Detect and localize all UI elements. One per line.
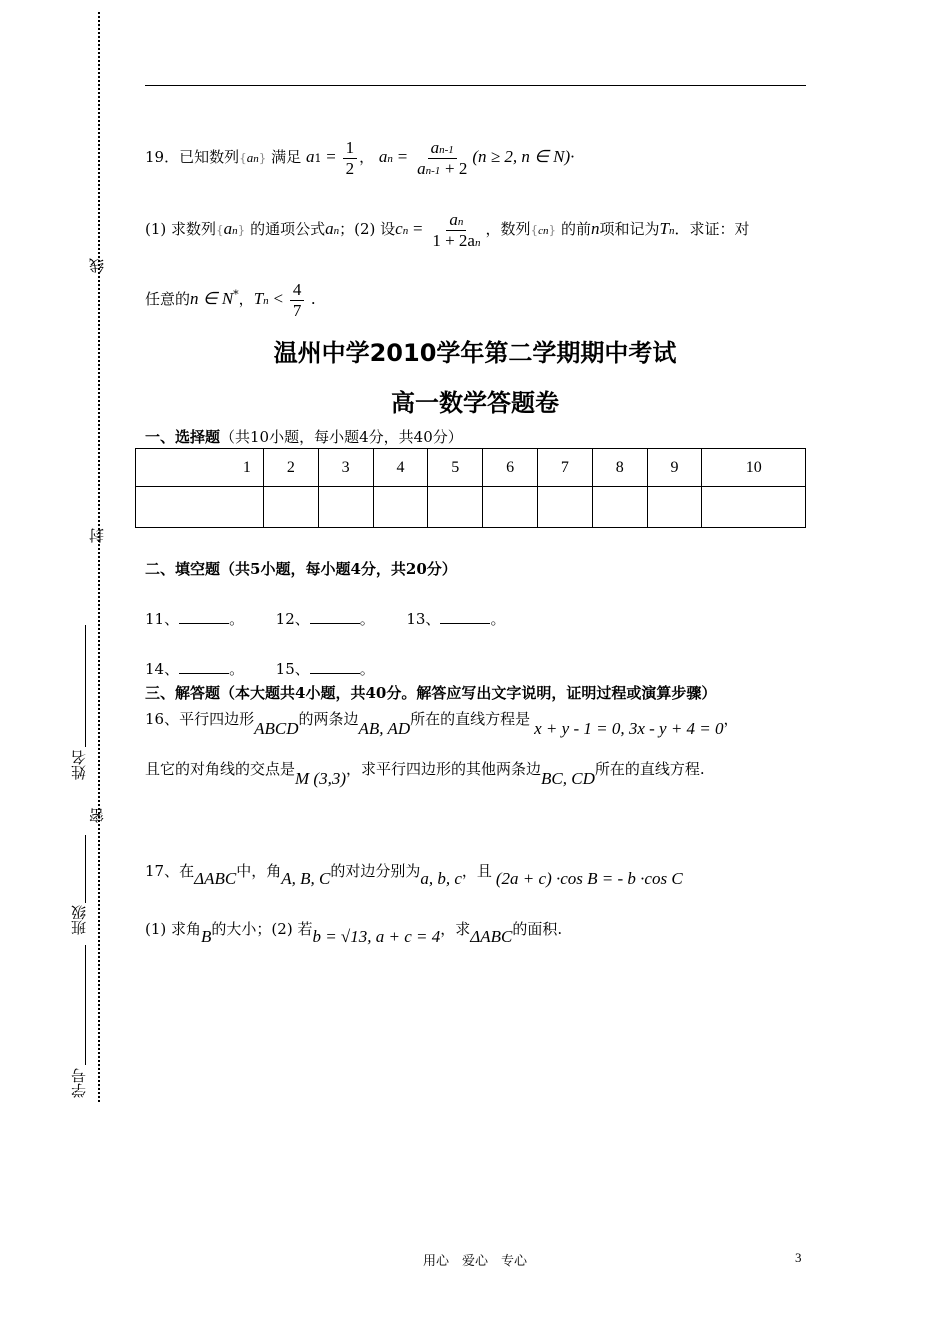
col-9: 9	[647, 449, 702, 487]
name-label: 姓名	[70, 750, 88, 780]
fraction-recurrence: $\frac{an-1}{an-1 + 2}$	[417, 138, 468, 178]
answer-cell-2[interactable]	[263, 487, 318, 528]
fill-blank-row-1: 11、 。 12、 。 13、 。	[145, 610, 506, 628]
blank-12[interactable]	[310, 609, 360, 624]
q19-line1: 19．已知数列{an} 满足 a1 = $\frac{1}{2}$ ， an = $\frac{an-1}{an-1 + 2}$ (n ≥ 2, n ∈ N)·	[145, 138, 575, 178]
blank-13[interactable]	[440, 609, 490, 624]
blank-14[interactable]	[179, 659, 229, 674]
answer-cell-7[interactable]	[537, 487, 592, 528]
answer-table	[135, 448, 806, 528]
answer-cell-9[interactable]	[647, 487, 702, 528]
footer-motto: 用心 爱心 专心	[422, 1254, 527, 1269]
col-8: 8	[592, 449, 647, 487]
class-label: 班级	[70, 905, 88, 935]
fraction-cn: $\frac{an}{1 + 2an}$	[432, 210, 481, 250]
col-3: 3	[318, 449, 373, 487]
q16-line1: 16、平行四边形ABCD的两条边AB, AD所在的直线方程是 x + y - 1 = 0, 3x - y + 4 = 0，	[145, 710, 739, 738]
answer-cell-3[interactable]	[318, 487, 373, 528]
answer-cell-4[interactable]	[373, 487, 428, 528]
name-blank	[85, 625, 86, 747]
answer-cell-10[interactable]	[702, 487, 806, 528]
col-2: 2	[263, 449, 318, 487]
exam-subtitle: 高一数学答题卷	[391, 389, 559, 417]
binding-dotted-line	[98, 12, 100, 1102]
blank-11[interactable]	[179, 609, 229, 624]
binding-label-seal: 封	[88, 528, 106, 543]
answer-cell-6[interactable]	[483, 487, 538, 528]
student-id-blank	[85, 945, 86, 1065]
col-1: 1	[136, 449, 264, 487]
binding-label-secret: 密	[88, 808, 106, 823]
section3-heading: 三、解答题（本大题共4小题，共40分。解答应写出文字说明，证明过程或演算步骤）	[145, 684, 717, 702]
answer-cell-1[interactable]	[136, 487, 264, 528]
answer-table-header-row	[136, 449, 806, 487]
col-4: 4	[373, 449, 428, 487]
student-id-label: 学号	[70, 1068, 88, 1098]
q17-line2: (1) 求角B的大小；(2) 若b = √13, a + c = 4，求ΔABC的面积.	[145, 920, 563, 946]
class-blank	[85, 835, 86, 903]
col-6: 6	[483, 449, 538, 487]
fill-blank-row-2: 14、 。 15、 。	[145, 660, 375, 678]
exam-title: 温州中学2010学年第二学期期中考试	[273, 339, 677, 367]
q17-line1: 17、在ΔABC中，角A, B, C的对边分别为a, b, c，且 (2a + c) ·cos B = - b ·cos C	[145, 862, 683, 888]
fraction-four-sevenths: $\frac{4}{7}$	[290, 280, 305, 320]
q19-line3: 任意的n ∈ N*，Tn < $\frac{4}{7}$ .	[145, 280, 316, 320]
blank-15[interactable]	[310, 659, 360, 674]
top-rule	[145, 85, 806, 86]
q19-line2: (1) 求数列{an} 的通项公式an；(2) 设cn = $\frac{an}{1 + 2an}$ ，数列{cn} 的前n项和记为Tn．求证：对	[145, 210, 750, 250]
answer-cell-8[interactable]	[592, 487, 647, 528]
section2-heading: 二、填空题（共5小题，每小题4分，共20分）	[145, 560, 457, 578]
answer-table-answer-row	[136, 487, 806, 528]
col-7: 7	[537, 449, 592, 487]
page-number: 3	[795, 1250, 802, 1265]
fraction-one-half: $\frac{1}{2}$	[343, 138, 358, 178]
answer-cell-5[interactable]	[428, 487, 483, 528]
section1-heading: 一、选择题（共10小题，每小题4分，共40分）	[145, 428, 463, 446]
col-5: 5	[428, 449, 483, 487]
col-10: 10	[702, 449, 806, 487]
binding-label-line: 线	[88, 258, 106, 273]
q16-line2: 且它的对角线的交点是M (3,3)，求平行四边形的其他两条边BC, CD所在的直线方程.	[145, 760, 705, 788]
